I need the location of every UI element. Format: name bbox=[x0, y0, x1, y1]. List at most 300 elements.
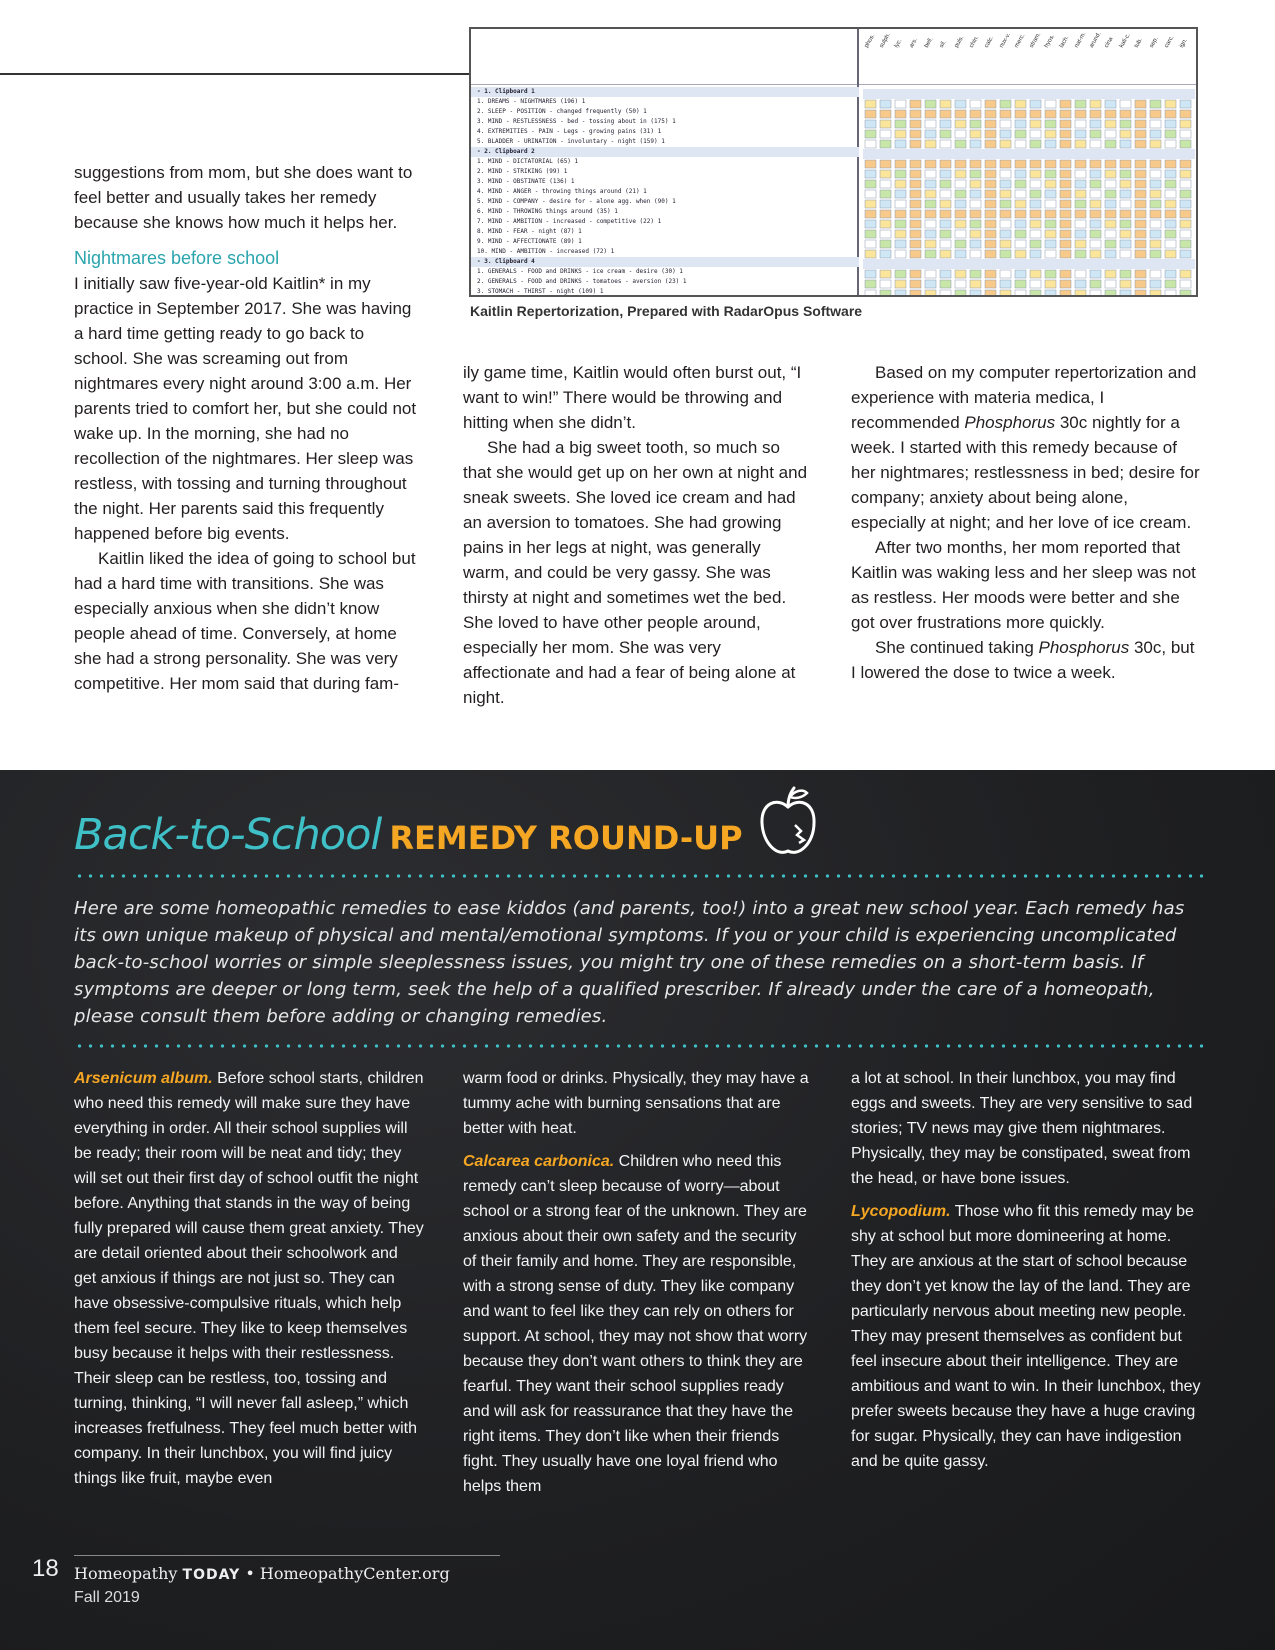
rubric-row: 4. EXTREMITIES - PAIN - Legs - growing pains (31) 1 bbox=[477, 128, 662, 135]
grade-cell bbox=[1045, 200, 1056, 208]
article-column-3 bbox=[851, 360, 1203, 685]
grade-cell bbox=[955, 170, 966, 178]
grade-cell bbox=[865, 220, 876, 228]
grade-cell bbox=[1135, 140, 1146, 148]
grade-cell bbox=[970, 190, 981, 198]
remedy-column-header: phos. bbox=[863, 33, 877, 49]
grade-cell bbox=[1060, 280, 1071, 288]
grade-cell bbox=[955, 120, 966, 128]
grade-cell bbox=[1060, 210, 1071, 218]
grade-cell bbox=[1165, 100, 1176, 108]
grade-cell bbox=[940, 140, 951, 148]
grade-cell bbox=[985, 270, 996, 278]
grade-cell bbox=[1180, 240, 1191, 248]
grade-cell bbox=[910, 290, 921, 297]
grade-cell bbox=[1015, 230, 1026, 238]
grade-cell bbox=[910, 110, 921, 118]
grade-cell bbox=[940, 240, 951, 248]
remedy-column-header: kali-c. bbox=[1118, 32, 1132, 49]
grade-cell bbox=[1120, 230, 1131, 238]
grade-cell bbox=[1120, 130, 1131, 138]
grade-cell bbox=[1180, 180, 1191, 188]
grade-cell bbox=[895, 290, 906, 297]
grade-cell bbox=[1105, 190, 1116, 198]
remedy-column-header: calc. bbox=[983, 35, 996, 49]
grade-cell bbox=[1150, 170, 1161, 178]
grade-cell bbox=[1135, 280, 1146, 288]
grade-cell bbox=[1180, 110, 1191, 118]
grade-cell bbox=[1015, 290, 1026, 297]
grade-cell bbox=[880, 140, 891, 148]
grade-cell bbox=[940, 290, 951, 297]
grade-cell bbox=[1045, 120, 1056, 128]
grade-cell bbox=[1075, 110, 1086, 118]
remedy-column-header: cina bbox=[1103, 36, 1115, 49]
grade-cell bbox=[1135, 220, 1146, 228]
rubric-row: 5. BLADDER - URINATION - involuntary - night (159) 1 bbox=[477, 138, 665, 145]
grade-cell bbox=[910, 280, 921, 288]
grade-cell bbox=[880, 170, 891, 178]
grade-cell bbox=[955, 250, 966, 258]
grade-cell bbox=[1015, 240, 1026, 248]
grade-cell bbox=[880, 290, 891, 297]
grade-cell bbox=[880, 100, 891, 108]
grade-cell bbox=[1015, 170, 1026, 178]
grade-cell bbox=[910, 190, 921, 198]
rubric-row: 3. STOMACH - THIRST - night (109) 1 bbox=[477, 288, 604, 295]
grade-cell bbox=[1075, 170, 1086, 178]
grade-cell bbox=[1075, 210, 1086, 218]
grade-cell bbox=[1015, 200, 1026, 208]
rubric-group: - 1. Clipboard 1 bbox=[471, 87, 859, 97]
grade-cell bbox=[1075, 280, 1086, 288]
grade-cell bbox=[985, 280, 996, 288]
grade-cell bbox=[1120, 160, 1131, 168]
grade-cell bbox=[925, 290, 936, 297]
grade-cell bbox=[1000, 130, 1011, 138]
grade-cell bbox=[1120, 250, 1131, 258]
grade-cell bbox=[910, 100, 921, 108]
grade-cell bbox=[1120, 200, 1131, 208]
grade-cell bbox=[910, 130, 921, 138]
grade-cell bbox=[1000, 140, 1011, 148]
grade-cell bbox=[925, 110, 936, 118]
grade-cell bbox=[910, 170, 921, 178]
grade-cell bbox=[1090, 130, 1101, 138]
roundup-intro: Here are some homeopathic remedies to ease kiddos (and parents, too!) into a great new school year. Each remedy has its own unique makeup of physical and mental/emotional symptoms. If you or your child is experiencing uncomplicated back-to-school worries or simple sleeplessness issues, you might try one of these remedies on a short-term basis. If symptoms are deeper or long term, seek the help of a qualified prescriber. If already under the care of a homeopath, please consult them before adding or changing remedies. bbox=[74, 898, 1185, 1027]
grade-cell bbox=[1120, 270, 1131, 278]
grade-cell bbox=[970, 240, 981, 248]
grade-cell bbox=[940, 270, 951, 278]
grade-cell bbox=[1105, 290, 1116, 297]
grade-cell bbox=[940, 250, 951, 258]
grade-cell bbox=[880, 130, 891, 138]
grade-cell bbox=[1150, 180, 1161, 188]
grade-cell bbox=[1105, 200, 1116, 208]
grade-cell bbox=[985, 140, 996, 148]
grade-cell bbox=[940, 180, 951, 188]
grade-cell bbox=[1060, 200, 1071, 208]
grade-cell bbox=[895, 110, 906, 118]
grade-cell bbox=[1150, 270, 1161, 278]
grade-cell bbox=[1015, 160, 1026, 168]
grade-cell bbox=[925, 220, 936, 228]
grade-cell bbox=[1060, 290, 1071, 297]
grade-cell bbox=[880, 110, 891, 118]
remedy-entry: Calcarea carbonica. Children who need this remedy can’t sleep because of worry—about school or a strong fear of the unknown. They are anxious about their own safety and the security of their family and home. They are responsible, with a strong sense of duty. They like company and want to feel like they can rely on others for support. At school, they may not show that worry because they don’t want others to think they are fearful. They want their school supplies ready and will ask for reassurance that they have the right items. They don’t like when their friends fight. They usually have one loyal friend who helps them bbox=[463, 1153, 808, 1495]
paragraph: She continued taking Phosphorus 30c, but I lowered the dose to twice a week. bbox=[851, 638, 1195, 682]
grade-cell bbox=[985, 170, 996, 178]
grade-cell bbox=[1030, 230, 1041, 238]
grade-cell bbox=[910, 180, 921, 188]
grade-cell bbox=[1150, 160, 1161, 168]
grade-cell bbox=[1000, 160, 1011, 168]
grade-cell bbox=[1150, 230, 1161, 238]
grade-cell bbox=[1135, 230, 1146, 238]
grade-cell bbox=[940, 170, 951, 178]
grade-cell bbox=[1030, 190, 1041, 198]
grade-cell bbox=[1075, 240, 1086, 248]
rubric-row: 5. MIND - COMPANY - desire for - alone agg. when (90) 1 bbox=[477, 198, 676, 205]
rubric-row: 2. GENERALS - FOOD and DRINKS - tomatoes - aversion (23) 1 bbox=[477, 278, 687, 285]
roundup-column-2 bbox=[463, 1066, 813, 1499]
grade-cell bbox=[910, 230, 921, 238]
grade-cell bbox=[1075, 130, 1086, 138]
grade-cell bbox=[910, 220, 921, 228]
grade-cell bbox=[880, 280, 891, 288]
grade-cell bbox=[865, 130, 876, 138]
grade-cell bbox=[955, 200, 966, 208]
paragraph: ily game time, Kaitlin would often burst out, “I want to win!” There would be throwing and hitting when she didn’t. bbox=[463, 363, 802, 432]
remedy-entry-continued: a lot at school. In their lunchbox, you may find eggs and sweets. They are very sensitive to sad stories; TV news may give them nightmares. Physically, they may be constipated, sweat from the head, or have bone issues. bbox=[851, 1070, 1193, 1187]
grade-cell bbox=[1090, 180, 1101, 188]
grade-cell bbox=[1180, 170, 1191, 178]
grade-cell bbox=[1045, 240, 1056, 248]
grade-cell bbox=[1180, 140, 1191, 148]
grade-cell bbox=[1150, 220, 1161, 228]
grade-cell bbox=[1180, 100, 1191, 108]
paragraph: I initially saw five-year-old Kaitlin* in my practice in September 2017. She was having a hard time getting ready to go back to school. She was screaming out from nightmares every night around 3:00 a.m. Her parents tried to comfort her, but she could not wake up. In the morning, she had no recollection of the nightmares. Her sleep was restless, with tossing and turning throughout the night. Her parents said this frequently happened before big events. bbox=[74, 274, 417, 543]
rubric-row: 6. MIND - THROWING things around (35) 1 bbox=[477, 208, 618, 215]
remedy-column-header: lach. bbox=[1058, 35, 1071, 49]
grade-cell bbox=[1030, 270, 1041, 278]
roundup-column-1 bbox=[74, 1066, 424, 1491]
grade-cell bbox=[940, 190, 951, 198]
article-column-2 bbox=[463, 360, 811, 710]
grade-cell bbox=[895, 190, 906, 198]
grade-cell bbox=[895, 200, 906, 208]
publication-line: Homeopathy TODAY • HomeopathyCenter.org bbox=[74, 1564, 450, 1583]
grade-cell bbox=[985, 120, 996, 128]
grade-cell bbox=[1150, 290, 1161, 297]
grade-cell bbox=[1075, 200, 1086, 208]
grade-cell bbox=[970, 170, 981, 178]
grade-cell bbox=[865, 210, 876, 218]
grade-cell bbox=[970, 230, 981, 238]
grade-cell bbox=[1030, 220, 1041, 228]
roundup-title: Back-to-School REMEDY ROUND-UP bbox=[74, 810, 743, 860]
grade-cell bbox=[1135, 250, 1146, 258]
remedy-column-header: tub. bbox=[1133, 37, 1145, 49]
remedy-entry: Lycopodium. Those who fit this remedy may be shy at school but more domineering at home. They are anxious at the start of school because they don’t yet know the lay of the land. They are particularly nervous about meeting new people. They may present themselves as confident but feel insecure about their intelligence. They are ambitious and want to win. In their lunchbox, they prefer sweets because they have a huge craving for sugar. Physically, they can have indigestion and be quite gassy. bbox=[851, 1203, 1201, 1470]
grade-cell bbox=[1015, 140, 1026, 148]
grade-cell bbox=[895, 240, 906, 248]
grade-cell bbox=[1120, 120, 1131, 128]
remedy-column-header: sep. bbox=[1148, 36, 1160, 49]
grade-cell bbox=[1120, 190, 1131, 198]
remedy-column-header: ign. bbox=[1178, 37, 1189, 49]
grade-cell bbox=[1075, 270, 1086, 278]
grade-cell bbox=[1075, 230, 1086, 238]
grade-cell bbox=[985, 100, 996, 108]
grade-cell bbox=[1060, 270, 1071, 278]
grade-cell bbox=[1090, 160, 1101, 168]
grade-cell bbox=[925, 170, 936, 178]
grade-cell bbox=[985, 250, 996, 258]
grade-cell bbox=[895, 120, 906, 128]
grade-cell bbox=[970, 200, 981, 208]
grade-cell bbox=[1030, 280, 1041, 288]
grade-cell bbox=[955, 270, 966, 278]
rubric-row: 2. MIND - STRIKING (99) 1 bbox=[477, 168, 568, 175]
grade-cell bbox=[1120, 110, 1131, 118]
remedy-column-header: stram. bbox=[1028, 31, 1043, 49]
grade-cell bbox=[1015, 100, 1026, 108]
grade-cell bbox=[1075, 120, 1086, 128]
grade-cell bbox=[880, 120, 891, 128]
grade-cell bbox=[1015, 120, 1026, 128]
grade-cell bbox=[865, 230, 876, 238]
grade-cell bbox=[925, 250, 936, 258]
grade-cell bbox=[1135, 100, 1146, 108]
grade-cell bbox=[865, 240, 876, 248]
grade-cell bbox=[1000, 230, 1011, 238]
grade-cell bbox=[1075, 160, 1086, 168]
group-band bbox=[863, 89, 1195, 99]
grade-cell bbox=[865, 190, 876, 198]
grade-cell bbox=[1180, 290, 1191, 297]
grade-cell bbox=[895, 230, 906, 238]
grade-cell bbox=[880, 180, 891, 188]
grade-cell bbox=[1060, 220, 1071, 228]
grade-cell bbox=[1030, 110, 1041, 118]
grade-cell bbox=[1075, 180, 1086, 188]
grade-cell bbox=[1090, 140, 1101, 148]
grade-cell bbox=[970, 130, 981, 138]
grade-cell bbox=[940, 100, 951, 108]
grade-cell bbox=[940, 210, 951, 218]
grade-cell bbox=[1090, 230, 1101, 238]
grade-cell bbox=[1135, 130, 1146, 138]
rubric-list bbox=[471, 29, 859, 295]
grade-cell bbox=[1030, 240, 1041, 248]
grade-cell bbox=[1165, 240, 1176, 248]
grade-cell bbox=[1060, 170, 1071, 178]
remedy-column-header: bell. bbox=[923, 36, 935, 49]
grade-cell bbox=[1135, 240, 1146, 248]
grade-cell bbox=[1015, 220, 1026, 228]
rubric-group: - 2. Clipboard 2 bbox=[471, 147, 859, 157]
grade-cell bbox=[1105, 250, 1116, 258]
grade-cell bbox=[1015, 270, 1026, 278]
grade-cell bbox=[1045, 170, 1056, 178]
grade-cell bbox=[985, 200, 996, 208]
grade-cell bbox=[1105, 120, 1116, 128]
grade-cell bbox=[1015, 110, 1026, 118]
grade-cell bbox=[880, 190, 891, 198]
grade-cell bbox=[970, 270, 981, 278]
grade-cell bbox=[1150, 240, 1161, 248]
grade-cell bbox=[895, 210, 906, 218]
grade-cell bbox=[940, 120, 951, 128]
grade-cell bbox=[880, 250, 891, 258]
footer-rule bbox=[74, 1555, 500, 1556]
grade-cell bbox=[1015, 130, 1026, 138]
grade-cell bbox=[925, 180, 936, 188]
grade-cell bbox=[1015, 180, 1026, 188]
grade-cell bbox=[1090, 240, 1101, 248]
grade-cell bbox=[1030, 100, 1041, 108]
grade-cell bbox=[865, 270, 876, 278]
grade-cell bbox=[1000, 190, 1011, 198]
group-band bbox=[863, 259, 1195, 269]
grade-cell bbox=[1030, 290, 1041, 297]
grade-cell bbox=[1180, 270, 1191, 278]
grade-cell bbox=[1135, 200, 1146, 208]
grade-cell bbox=[940, 200, 951, 208]
grade-cell bbox=[1135, 160, 1146, 168]
grade-cell bbox=[940, 130, 951, 138]
grade-cell bbox=[1060, 120, 1071, 128]
grade-cell bbox=[1075, 250, 1086, 258]
grade-cell bbox=[895, 250, 906, 258]
grade-cell bbox=[1090, 200, 1101, 208]
rubric-row: 9. MIND - AFFECTIONATE (89) 1 bbox=[477, 238, 582, 245]
grade-cell bbox=[925, 100, 936, 108]
grade-cell bbox=[1135, 190, 1146, 198]
article-column-1 bbox=[74, 160, 422, 696]
grade-cell bbox=[1090, 280, 1101, 288]
repertorization-figure bbox=[469, 27, 1198, 297]
dotted-divider bbox=[74, 1044, 1204, 1048]
rubric-row: 3. MIND - RESTLESSNESS - bed - tossing about in (175) 1 bbox=[477, 118, 676, 125]
grade-cell bbox=[1165, 230, 1176, 238]
grade-cell bbox=[1165, 160, 1176, 168]
grade-cell bbox=[1105, 130, 1116, 138]
grade-cell bbox=[925, 140, 936, 148]
grade-cell bbox=[1090, 110, 1101, 118]
grade-cell bbox=[1165, 180, 1176, 188]
grade-cell bbox=[925, 210, 936, 218]
grade-cell bbox=[1060, 230, 1071, 238]
grade-cell bbox=[1135, 270, 1146, 278]
grade-cell bbox=[1060, 130, 1071, 138]
grade-cell bbox=[1045, 230, 1056, 238]
grade-cell bbox=[1045, 220, 1056, 228]
grade-cell bbox=[1045, 210, 1056, 218]
grade-cell bbox=[1045, 180, 1056, 188]
grade-cell bbox=[1075, 220, 1086, 228]
grade-cell bbox=[1030, 250, 1041, 258]
grade-cell bbox=[1000, 210, 1011, 218]
grade-cell bbox=[865, 100, 876, 108]
remedy-grid bbox=[863, 89, 1195, 297]
grade-cell bbox=[1165, 130, 1176, 138]
rubric-row: 8. MIND - FEAR - night (87) 1 bbox=[477, 228, 582, 235]
grade-cell bbox=[925, 200, 936, 208]
grade-cell bbox=[1090, 220, 1101, 228]
grade-cell bbox=[895, 140, 906, 148]
grade-cell bbox=[985, 240, 996, 248]
grade-cell bbox=[1165, 220, 1176, 228]
grade-cell bbox=[910, 250, 921, 258]
subhead: Nightmares before school bbox=[74, 248, 280, 268]
grade-cell bbox=[1180, 280, 1191, 288]
remedy-entry: Arsenicum album. Before school starts, children who need this remedy will make sure they have everything in order. All their school supplies will be ready; their room will be neat and tidy; they will set out their first day of school outfit the night before. Anything that stands in the way of being fully prepared will cause them great anxiety. They are detail oriented about their schoolwork and get anxious if things are not just so. They can have obsessive-compulsive rituals, which help them feel secure. They like to keep themselves busy because it helps with their restlessness. Their sleep can be restless, too, tossing and turning, thinking, “I will never fall asleep,” which increases fretfulness. They feel much better with company. In their lunchbox, you will find juicy things like fruit, maybe even bbox=[74, 1070, 424, 1487]
grade-cell bbox=[925, 240, 936, 248]
grade-cell bbox=[1150, 140, 1161, 148]
grade-cell bbox=[970, 160, 981, 168]
grade-cell bbox=[970, 110, 981, 118]
grade-cell bbox=[1165, 290, 1176, 297]
grade-cell bbox=[1165, 120, 1176, 128]
grade-cell bbox=[955, 180, 966, 188]
grade-cell bbox=[1150, 200, 1161, 208]
grade-cell bbox=[865, 140, 876, 148]
grade-cell bbox=[1180, 160, 1191, 168]
grade-cell bbox=[1090, 100, 1101, 108]
rubric-group: - 3. Clipboard 4 bbox=[471, 257, 859, 267]
grade-cell bbox=[895, 180, 906, 188]
grade-cell bbox=[1090, 290, 1101, 297]
grade-cell bbox=[1165, 280, 1176, 288]
grade-cell bbox=[1180, 130, 1191, 138]
grade-cell bbox=[1105, 170, 1116, 178]
grade-cell bbox=[1120, 240, 1131, 248]
grade-cell bbox=[1120, 100, 1131, 108]
grade-cell bbox=[1135, 110, 1146, 118]
grade-cell bbox=[985, 180, 996, 188]
rubric-row: 1. DREAMS - NIGHTMARES (196) 1 bbox=[477, 98, 586, 105]
rubric-row: 10. MIND - AMBITION - increased (72) 1 bbox=[477, 248, 615, 255]
grade-cell bbox=[895, 160, 906, 168]
remedy-column-header: chin. bbox=[968, 35, 981, 49]
grade-cell bbox=[1120, 220, 1131, 228]
remedy-column-header: hyos. bbox=[1043, 33, 1057, 49]
grade-cell bbox=[1075, 140, 1086, 148]
grade-cell bbox=[1045, 280, 1056, 288]
grade-cell bbox=[1105, 210, 1116, 218]
grade-cell bbox=[895, 270, 906, 278]
grade-cell bbox=[1060, 100, 1071, 108]
grade-cell bbox=[1135, 290, 1146, 297]
grade-cell bbox=[880, 230, 891, 238]
grade-cell bbox=[1030, 210, 1041, 218]
grade-cell bbox=[925, 120, 936, 128]
grade-cell bbox=[880, 240, 891, 248]
grade-cell bbox=[1165, 200, 1176, 208]
grade-cell bbox=[955, 210, 966, 218]
grade-cell bbox=[1060, 160, 1071, 168]
grade-cell bbox=[970, 180, 981, 188]
grade-cell bbox=[895, 130, 906, 138]
grade-cell bbox=[970, 210, 981, 218]
grade-cell bbox=[955, 230, 966, 238]
grade-cell bbox=[1030, 160, 1041, 168]
grade-cell bbox=[880, 210, 891, 218]
grade-cell bbox=[1000, 170, 1011, 178]
grade-cell bbox=[895, 170, 906, 178]
